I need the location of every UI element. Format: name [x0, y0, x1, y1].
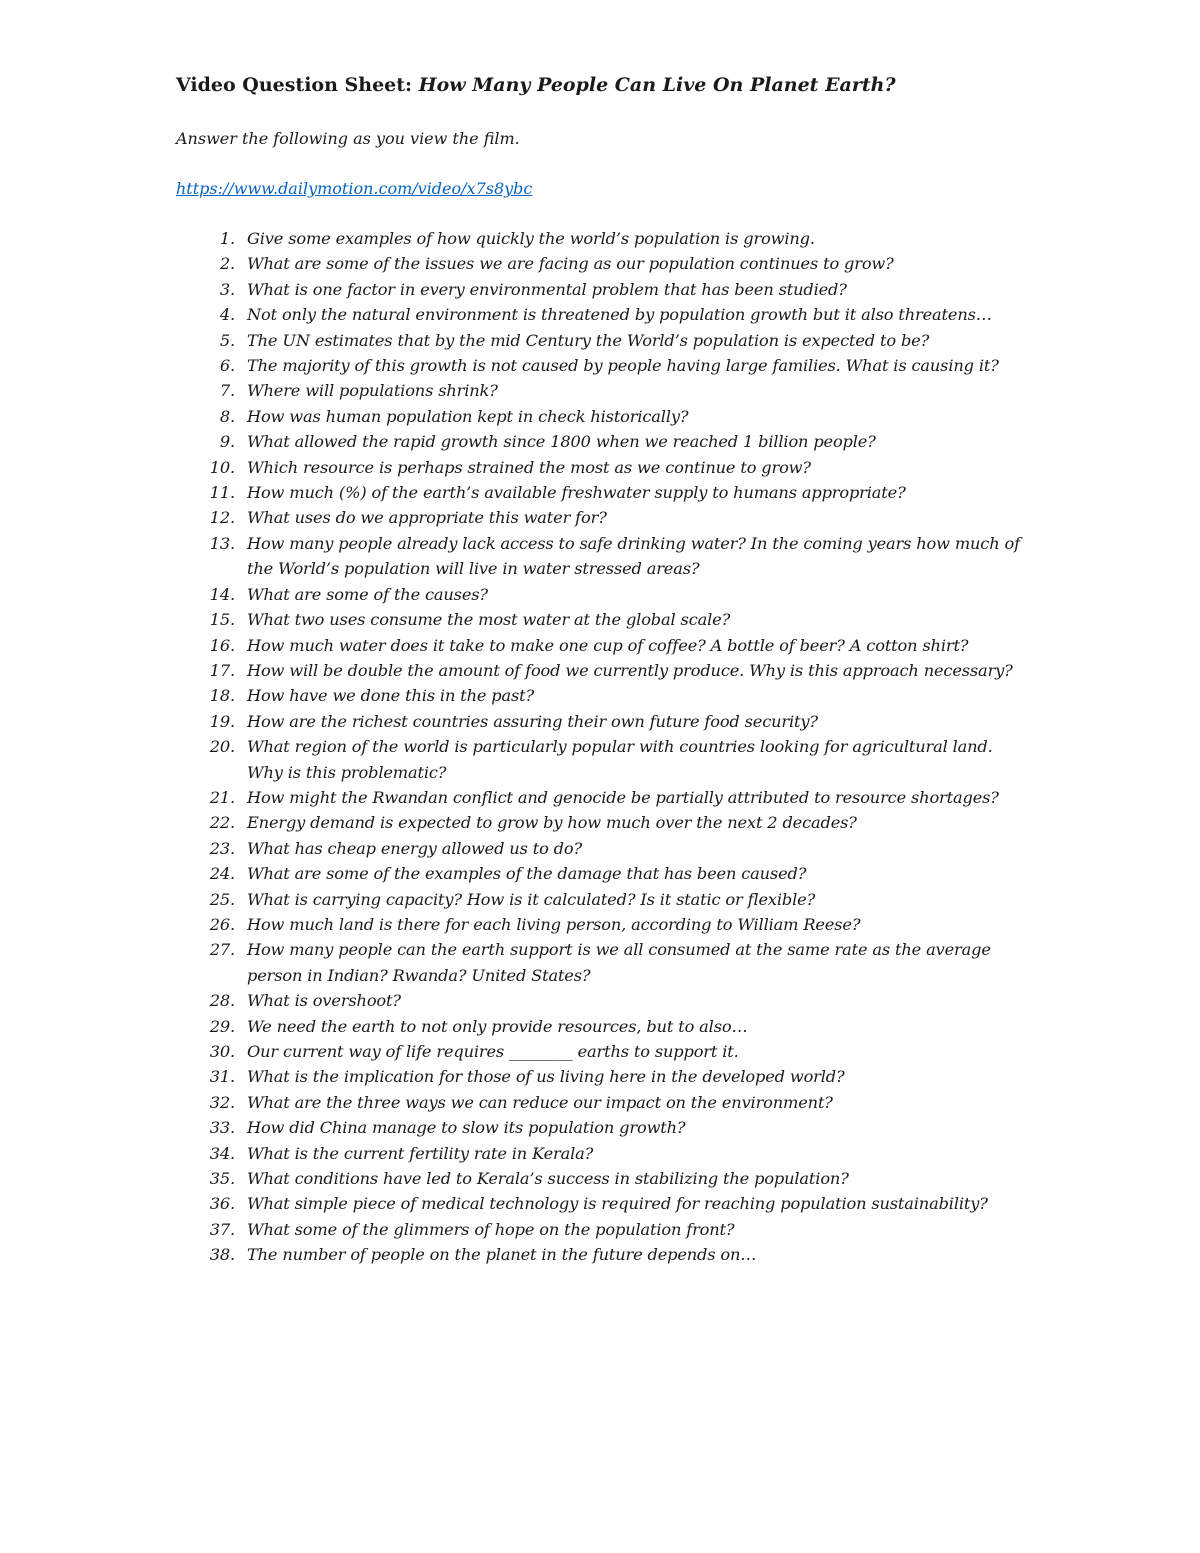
question-text: How are the richest countries assuring their own future food security?	[247, 711, 818, 731]
question-number: 9.	[219, 432, 235, 452]
question-item	[0, 251, 1022, 276]
question-number: 25.	[209, 889, 235, 909]
question-item	[0, 734, 1022, 785]
question-text: Energy demand is expected to grow by how much over the next 2 decades?	[247, 813, 857, 833]
question-text: What are some of the examples of the damage that has been caused?	[247, 864, 807, 884]
question-number: 18.	[209, 686, 235, 706]
question-text: What is overshoot?	[247, 991, 401, 1011]
question-item	[0, 1166, 1022, 1191]
question-number: 3.	[219, 279, 235, 299]
question-text: How many people already lack access to safe drinking water? In the coming years how much of the World’s population will live in water stressed areas?	[247, 533, 1020, 579]
question-number: 17.	[209, 660, 235, 680]
question-number: 7.	[219, 381, 235, 401]
question-text: What is carrying capacity? How is it calculated? Is it static or flexible?	[247, 889, 816, 909]
question-list	[0, 226, 1200, 1268]
question-item	[0, 709, 1022, 734]
question-number: 34.	[209, 1143, 235, 1163]
question-number: 11.	[209, 483, 235, 503]
question-number: 5.	[219, 330, 235, 350]
question-number: 30.	[209, 1042, 235, 1061]
question-text: Give some examples of how quickly the world’s population is growing.	[247, 229, 815, 248]
question-number: 21.	[209, 787, 235, 807]
question-number: 36.	[209, 1194, 235, 1214]
question-number: 27.	[209, 940, 235, 960]
question-text: How will be double the amount of food we currently produce. Why is this approach necessary?	[247, 660, 1013, 680]
question-item	[0, 785, 1022, 810]
question-number: 37.	[209, 1219, 235, 1239]
question-text: What is the implication for those of us living here in the developed world?	[247, 1067, 845, 1087]
question-number: 8.	[219, 406, 235, 426]
question-text: Where will populations shrink?	[247, 381, 498, 401]
question-text: How much land is there for each living person, according to William Reese?	[247, 914, 861, 934]
question-number: 28.	[209, 991, 235, 1011]
question-number: 6.	[219, 356, 235, 376]
question-item	[0, 1064, 1022, 1089]
question-text: What region of the world is particularly popular with countries looking for agricultural land. Why is this problematic?	[247, 737, 993, 782]
question-number: 2.	[219, 254, 235, 274]
question-text: What has cheap energy allowed us to do?	[247, 838, 583, 858]
question-item	[0, 1115, 1022, 1140]
question-number: 15.	[209, 610, 235, 630]
question-text: We need the earth to not only provide resources, but to also…	[247, 1016, 748, 1036]
question-text: What uses do we appropriate this water for?	[247, 508, 607, 528]
question-item	[0, 810, 1022, 835]
question-number: 10.	[209, 457, 235, 477]
question-number: 4.	[219, 305, 235, 325]
question-text: What simple piece of medical technology is required for reaching population sustainability?	[247, 1194, 988, 1214]
title-film-name: How Many People Can Live On Planet Earth?	[418, 74, 896, 96]
question-text: How much water does it take to make one cup of coffee? A bottle of beer? A cotton shirt?	[247, 635, 969, 655]
question-number: 16.	[209, 635, 235, 655]
question-item	[0, 912, 1022, 937]
question-text: What conditions have led to Kerala’s success in stabilizing the population?	[247, 1169, 849, 1189]
question-text: What are the three ways we can reduce our impact on the environment?	[247, 1092, 833, 1112]
question-item	[0, 582, 1022, 607]
question-item	[0, 1242, 1022, 1267]
question-number: 31.	[209, 1067, 235, 1087]
question-text: Our current way of life requires ________ earths to support it.	[247, 1042, 739, 1061]
question-text: What some of the glimmers of hope on the population front?	[247, 1219, 735, 1239]
question-item	[0, 505, 1022, 530]
question-item	[0, 861, 1022, 886]
question-item	[0, 937, 1022, 988]
question-text: How was human population kept in check historically?	[247, 406, 689, 426]
question-text: What allowed the rapid growth since 1800 when we reached 1 billion people?	[247, 432, 876, 452]
question-item	[0, 277, 1022, 302]
question-number: 35.	[209, 1169, 235, 1189]
question-item	[0, 302, 1022, 327]
question-item	[0, 531, 1022, 582]
question-number: 19.	[209, 711, 235, 731]
question-text: The majority of this growth is not caused by people having large families. What is causing it?	[247, 356, 999, 376]
question-text: What is the current fertility rate in Kerala?	[247, 1143, 594, 1163]
question-item	[0, 1141, 1022, 1166]
question-text: What are some of the issues we are facing as our population continues to grow?	[247, 254, 894, 274]
question-number: 38.	[209, 1245, 235, 1265]
question-item	[0, 988, 1022, 1013]
question-item	[0, 226, 1022, 251]
question-text: What is one factor in every environmental problem that has been studied?	[247, 279, 847, 299]
question-text: The number of people on the planet in the future depends on…	[247, 1245, 757, 1265]
question-number: 20.	[209, 737, 235, 757]
question-number: 14.	[209, 584, 235, 604]
question-text: What are some of the causes?	[247, 584, 488, 604]
question-item	[0, 607, 1022, 632]
question-item	[0, 887, 1022, 912]
question-item	[0, 683, 1022, 708]
page-title	[176, 72, 1136, 98]
question-item	[0, 1217, 1022, 1242]
question-item	[0, 836, 1022, 861]
question-text: How might the Rwandan conflict and genocide be partially attributed to resource shortages?	[247, 787, 999, 807]
question-text: How did China manage to slow its population growth?	[247, 1118, 686, 1138]
question-item	[0, 633, 1022, 658]
question-text: The UN estimates that by the mid Century the World’s population is expected to be?	[247, 330, 930, 350]
question-item	[0, 1191, 1022, 1216]
question-item	[0, 480, 1022, 505]
question-item	[0, 455, 1022, 480]
question-item	[0, 1014, 1022, 1039]
question-number: 26.	[209, 914, 235, 934]
question-item	[0, 429, 1022, 454]
video-link[interactable]: https://www.dailymotion.com/video/x7s8ybc	[176, 179, 533, 198]
question-text: How many people can the earth support is we all consumed at the same rate as the average person in Indian? Rwanda? United States?	[247, 940, 991, 985]
instruction-text: Answer the following as you view the film.	[176, 129, 520, 148]
question-number: 22.	[209, 813, 235, 833]
question-item	[0, 378, 1022, 403]
question-number: 1.	[219, 229, 235, 248]
question-number: 24.	[209, 864, 235, 884]
question-number: 13.	[209, 533, 235, 553]
question-text: Which resource is perhaps strained the most as we continue to grow?	[247, 457, 811, 477]
question-number: 29.	[209, 1016, 235, 1036]
question-item	[0, 1039, 1022, 1064]
question-number: 12.	[209, 508, 235, 528]
question-text: What two uses consume the most water at the global scale?	[247, 610, 731, 630]
question-number: 33.	[209, 1118, 235, 1138]
question-text: How have we done this in the past?	[247, 686, 535, 706]
question-item	[0, 658, 1022, 683]
question-number: 23.	[209, 838, 235, 858]
question-item	[0, 404, 1022, 429]
question-text: Not only the natural environment is threatened by population growth but it also threatens…	[247, 305, 992, 325]
title-prefix: Video Question Sheet:	[176, 74, 419, 96]
question-item	[0, 353, 1022, 378]
question-text: How much (%) of the earth’s available freshwater supply to humans appropriate?	[247, 483, 906, 503]
question-number: 32.	[209, 1092, 235, 1112]
question-item	[0, 1090, 1022, 1115]
question-item	[0, 328, 1022, 353]
